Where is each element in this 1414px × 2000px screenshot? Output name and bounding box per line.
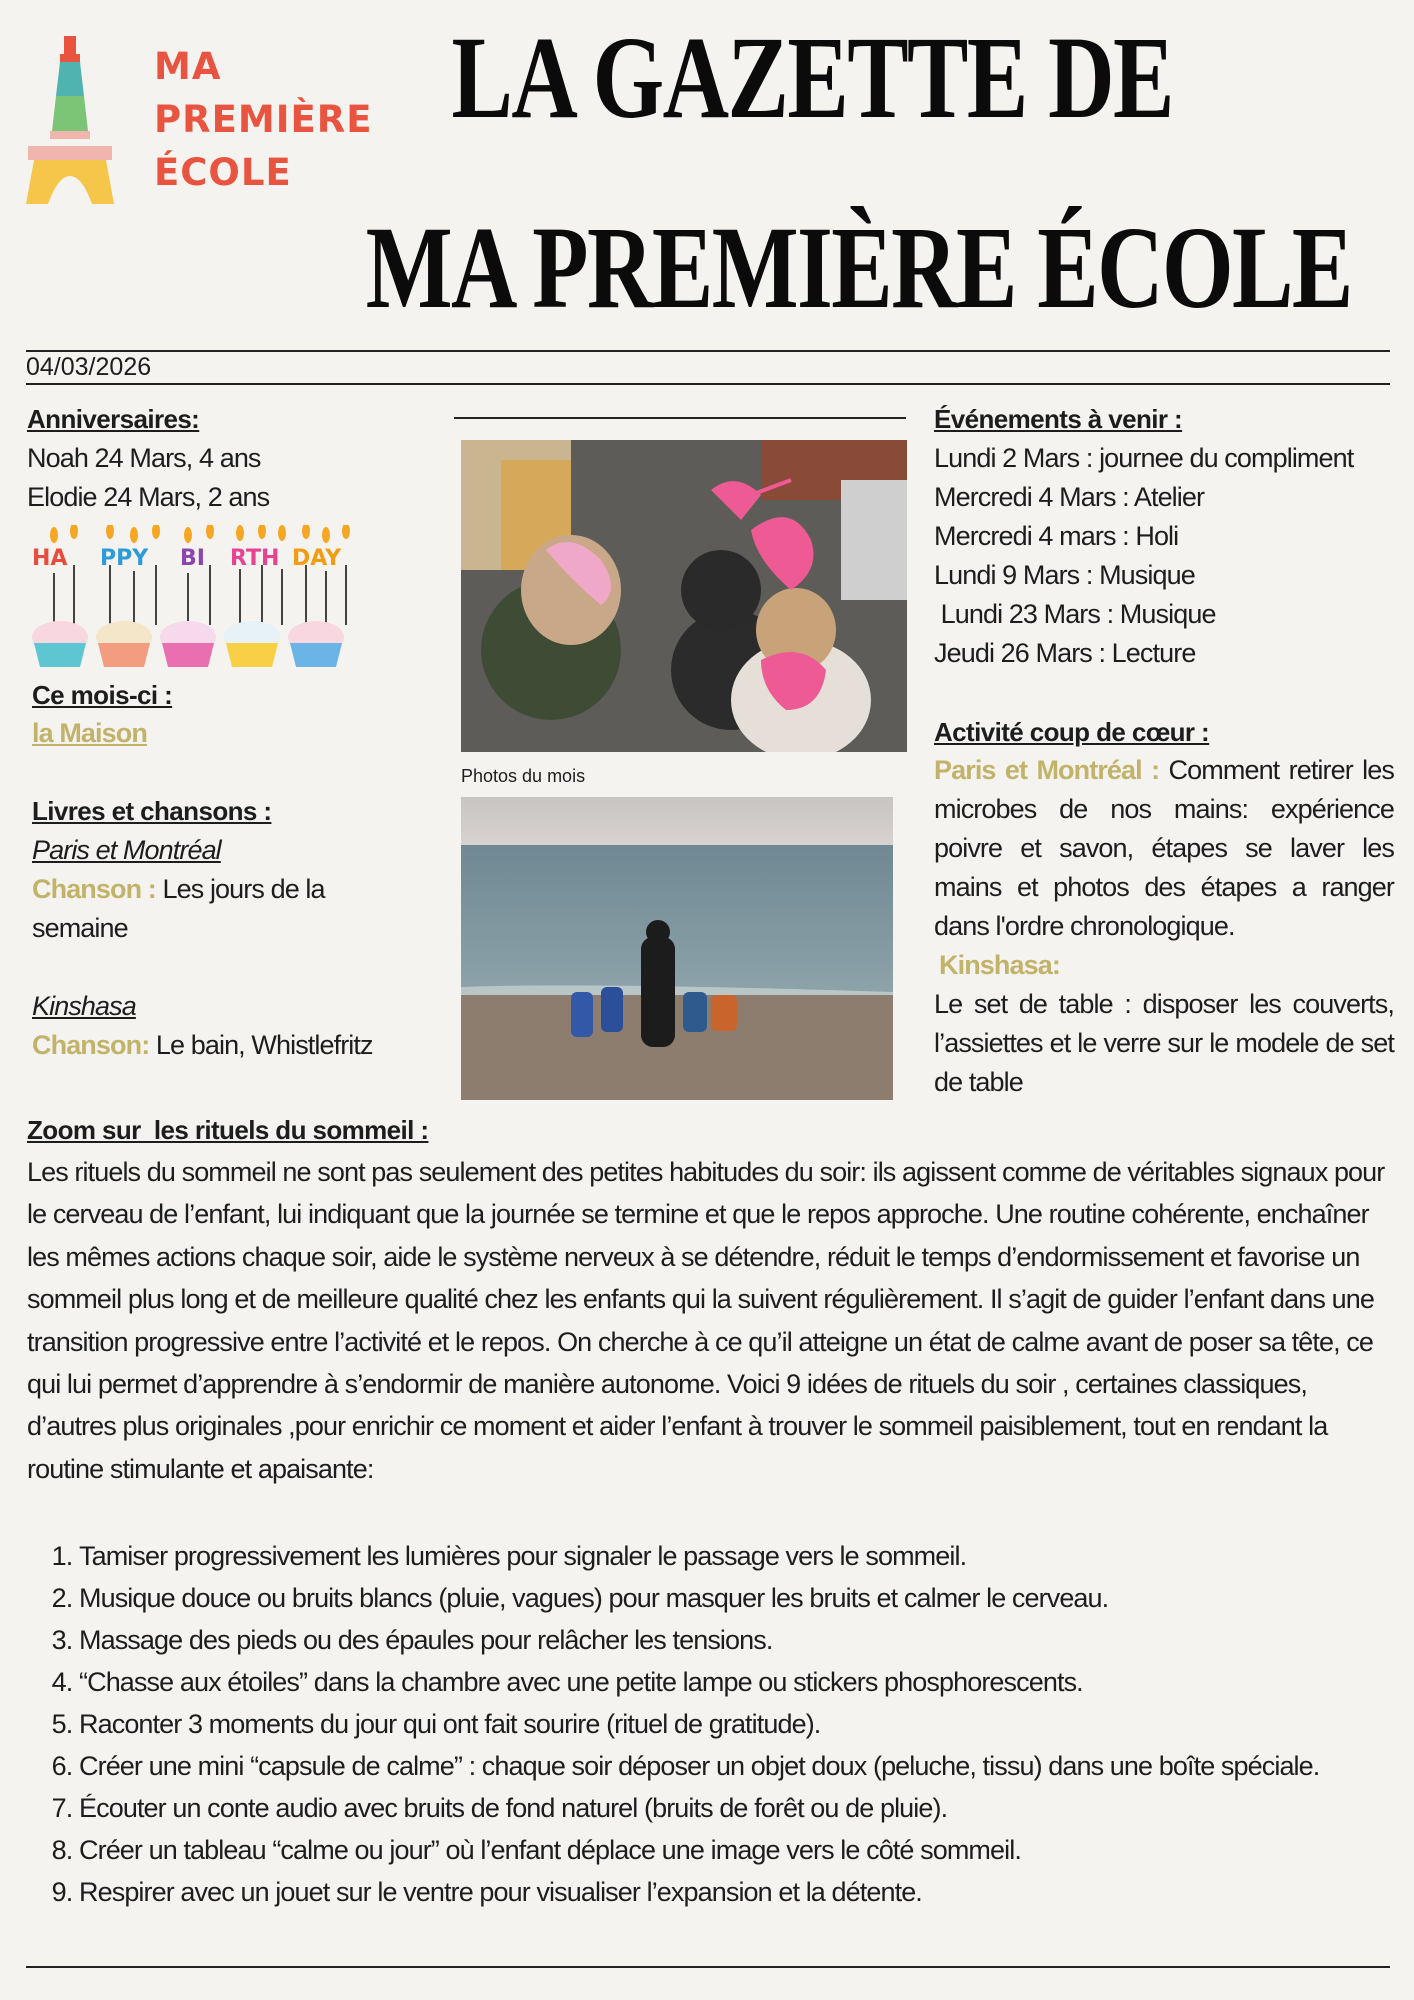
photos-caption: Photos du mois xyxy=(461,766,586,786)
ritual-item-9: 9. Respirer avec un jouet sur le ventre pour visualiser l’expansion et la détente. xyxy=(79,1871,1414,1913)
banner-text-4: RTH xyxy=(230,546,280,571)
logo-line-3: ÉCOLE xyxy=(154,151,292,194)
ce-mois-heading: Ce mois-ci : xyxy=(32,680,173,710)
ritual-item-1: 1. Tamiser progressivement les lumières pour signaler le passage vers le sommeil. xyxy=(79,1535,1414,1577)
birthday-2: Elodie 24 Mars, 2 ans xyxy=(27,482,270,512)
ritual-item-5: 5. Raconter 3 moments du jour qui ont fait sourire (rituel de gratitude). xyxy=(79,1703,1414,1745)
evenements-heading: Événements à venir : xyxy=(934,404,1183,434)
livres-paris-chanson-cont: semaine xyxy=(32,913,128,943)
photos-rule xyxy=(454,417,906,419)
ce-mois-theme: la Maison xyxy=(32,718,147,748)
issue-date: 04/03/2026 xyxy=(26,353,152,381)
ritual-item-3: 3. Massage des pieds ou des épaules pour relâcher les tensions. xyxy=(79,1619,1414,1661)
ritual-item-2: 2. Musique douce ou bruits blancs (pluie, vagues) pour masquer les bruits et calmer le cerveau. xyxy=(79,1577,1414,1619)
ritual-item-8: 8. Créer un tableau “calme ou jour” où l’enfant déplace une image vers le côté sommeil. xyxy=(79,1829,1414,1871)
banner-text-2: PPY xyxy=(100,546,149,571)
date-rule-bottom xyxy=(26,383,1390,385)
evenement-5: Lundi 23 Mars : Musique xyxy=(934,599,1216,629)
date-rule-top xyxy=(26,350,1390,352)
banner-text-5: DAY xyxy=(292,546,342,571)
kinshasa-chanson-sep: : xyxy=(141,1030,150,1060)
evenement-1: Lundi 2 Mars : journee du compliment xyxy=(934,443,1354,473)
livres-kinshasa-label: Kinshasa xyxy=(32,991,136,1021)
anniversaires-heading: Anniversaires: xyxy=(27,404,200,434)
activite-kinshasa-label: Kinshasa: xyxy=(939,950,1060,980)
page-title-line-2: MA PREMIÈRE ÉCOLE xyxy=(365,202,1352,333)
photo-lake xyxy=(461,797,893,1100)
logo-line-2: PREMIÈRE xyxy=(154,98,373,141)
rituals-list xyxy=(27,1535,1414,1913)
page-title-line-1: LA GAZETTE DE xyxy=(451,12,1173,143)
evenement-6: Jeudi 26 Mars : Lecture xyxy=(934,638,1196,668)
ritual-item-7: 7. Écouter un conte audio avec bruits de fond naturel (bruits de forêt ou de pluie). xyxy=(79,1787,1414,1829)
footer-rule xyxy=(26,1966,1390,1968)
photo-classroom xyxy=(461,440,907,752)
paris-chanson-label: Chanson xyxy=(32,874,142,904)
kinshasa-chanson-text: Le bain, Whistlefritz xyxy=(155,1030,373,1060)
kinshasa-chanson-label: Chanson xyxy=(32,1030,142,1060)
evenement-4: Lundi 9 Mars : Musique xyxy=(934,560,1195,590)
zoom-paragraph: Les rituels du sommeil ne sont pas seulement des petites habitudes du soir: ils agissent comme de véritables signaux pour le cerveau de l’enfant, lui indiquant que la journée se termine et que le repos approche. Une routine cohérente, enchaîner les mêmes actions chaque soir, aide le système nerveux à se détendre, réduit le temps d’endormissement et favorise un sommeil plus long et de meilleure qualité chez les enfants qui la suivent régulièrement. Il s’agit de guider l’enfant dans une transition progressive entre l’activité et le repos. On cherche à ce qu’il atteigne un état de calme avant de poser sa tête, ce qui lui permet d’apprendre à s’endormir de manière autonome. Voici 9 idées de rituels du soir , certaines classiques, d’autres plus originales ,pour enrichir ce moment et aider l’enfant à trouver le sommeil paisiblement, tout en rendant la routine stimulante et apaisante: xyxy=(27,1157,1385,1484)
activite-kinshasa-text: Le set de table : disposer les couverts, l’assiettes et le verre sur le modele de set de table xyxy=(934,989,1394,1097)
activite-paris xyxy=(934,751,1394,946)
banner-text-1: HA xyxy=(32,546,68,571)
zoom-heading: Zoom sur les rituels du sommeil : xyxy=(27,1115,429,1145)
activite-paris-label: Paris et Montréal : xyxy=(934,755,1160,785)
livres-kinshasa-chanson xyxy=(32,1026,373,1065)
evenement-2: Mercredi 4 Mars : Atelier xyxy=(934,482,1205,512)
ritual-item-6: 6. Créer une mini “capsule de calme” : chaque soir déposer un objet doux (peluche, tissu) dans une boîte spéciale. xyxy=(79,1745,1414,1787)
livres-heading: Livres et chansons : xyxy=(32,796,272,826)
livres-paris-chanson xyxy=(32,870,325,909)
birthday-1: Noah 24 Mars, 4 ans xyxy=(27,443,261,473)
paris-chanson-text: Les jours de la xyxy=(162,874,325,904)
happy-birthday-cupcakes xyxy=(30,525,355,670)
logo-line-1: MA xyxy=(154,45,222,88)
banner-text-3: BI xyxy=(180,546,205,571)
activite-heading: Activité coup de cœur : xyxy=(934,717,1210,747)
ritual-item-4: 4. “Chasse aux étoiles” dans la chambre avec une petite lampe ou stickers phosphorescents. xyxy=(79,1661,1414,1703)
evenement-3: Mercredi 4 mars : Holi xyxy=(934,521,1179,551)
eiffel-tower-icon xyxy=(24,36,116,206)
paris-chanson-sep: : xyxy=(141,874,156,904)
livres-paris-label: Paris et Montréal xyxy=(32,835,221,865)
logo-text xyxy=(154,40,373,199)
activite-paris-text: Comment retirer les microbes de nos mains: expérience poivre et savon, étapes se laver les mains et photos des étapes a ranger dans l'ordre chronologique. xyxy=(934,755,1394,941)
